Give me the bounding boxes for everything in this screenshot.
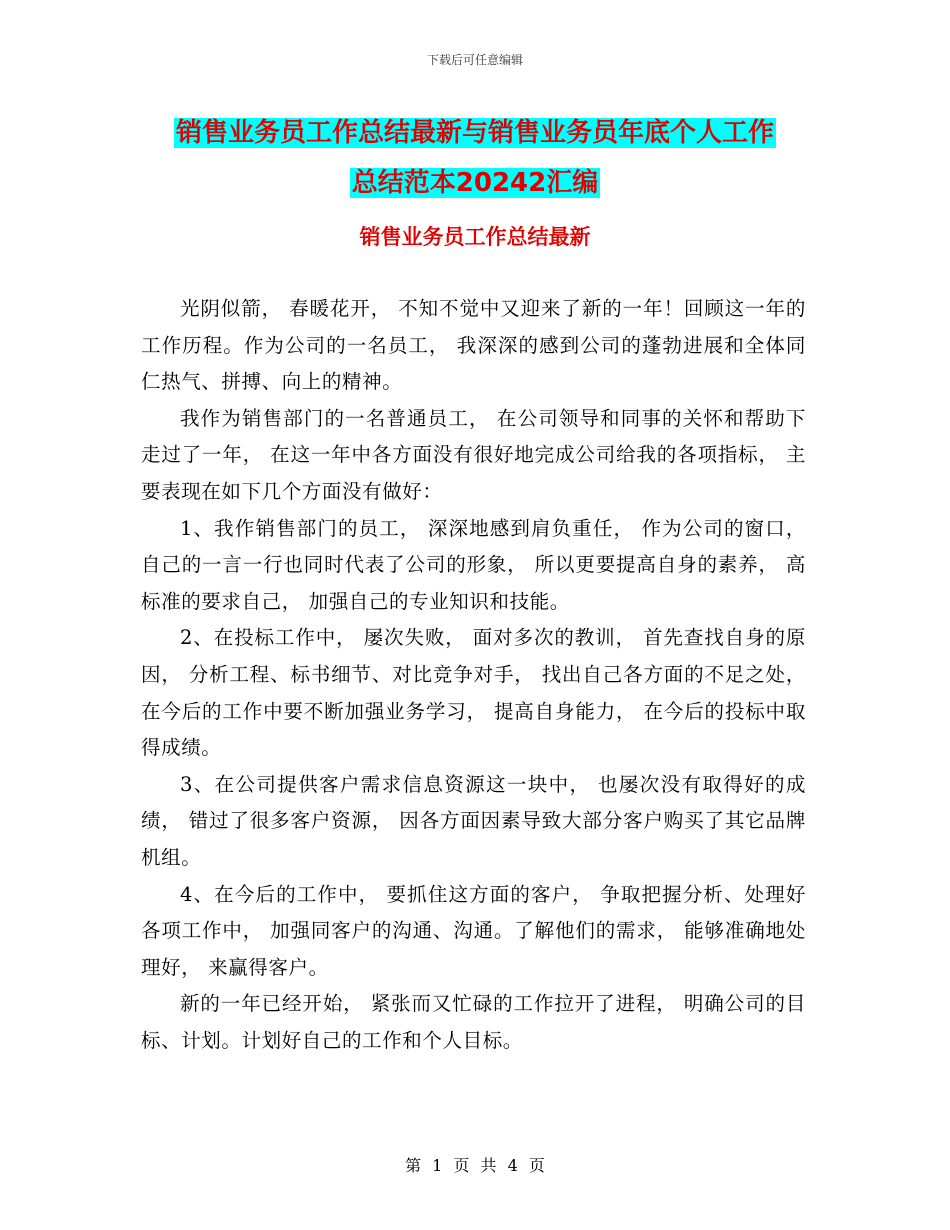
paragraph-intro: 光阴似箭， 春暖花开， 不知不觉中又迎来了新的一年！回顾这一年的工作历程。作为公司的一名员工， 我深深的感到公司的蓬勃进展和全体同仁热气、拼搏、向上的精神。 — [141, 297, 806, 394]
document-title-line-2: 总结范本20242汇编 — [351, 168, 599, 198]
document-title-line-1: 销售业务员工作总结最新与销售业务员年底个人工作 — [175, 118, 774, 148]
paragraph-item-2: 2、在投标工作中， 屡次失败， 面对多次的教训， 首先查找自身的原因， 分析工程、标书细节、对比竞争对手， 找出自己各方面的不足之处， 在今后的工作中要不断加强业务学习， 提高自身能力， 在今后的投标中取得成绩。 — [141, 626, 806, 760]
page-header-note: 下载后可任意编辑 — [426, 53, 523, 67]
document-body — [141, 291, 806, 1059]
paragraph-item-4: 4、在今后的工作中， 要抓住这方面的客户， 争取把握分析、处理好各项工作中， 加强同客户的沟通、沟通。了解他们的需求， 能够准确地处理好， 来赢得客户。 — [141, 882, 806, 979]
paragraph-new-year: 新的一年已经开始， 紧张而又忙碌的工作拉开了进程， 明确公司的目标、计划。计划好自己的工作和个人目标。 — [141, 992, 806, 1052]
paragraph-self-assessment: 我作为销售部门的一名普通员工， 在公司领导和同事的关怀和帮助下走过了一年， 在这一年中各方面没有很好地完成公司给我的各项指标， 主要表现在如下几个方面没有做好： — [141, 406, 806, 503]
section-heading: 销售业务员工作总结最新 — [359, 225, 591, 249]
page-number-footer: 第 1 页 共 4 页 — [405, 1156, 545, 1175]
paragraph-item-3: 3、在公司提供客户需求信息资源这一块中， 也屡次没有取得好的成绩， 错过了很多客户资源， 因各方面因素导致大部分客户购买了其它品牌机组。 — [141, 772, 806, 869]
paragraph-item-1: 1、我作销售部门的员工， 深深地感到肩负重任， 作为公司的窗口， 自己的一言一行也同时代表了公司的形象， 所以更要提高自身的素养， 高标准的要求自己， 加强自己的专业知识和技能。 — [141, 516, 806, 613]
document-title — [0, 108, 950, 208]
